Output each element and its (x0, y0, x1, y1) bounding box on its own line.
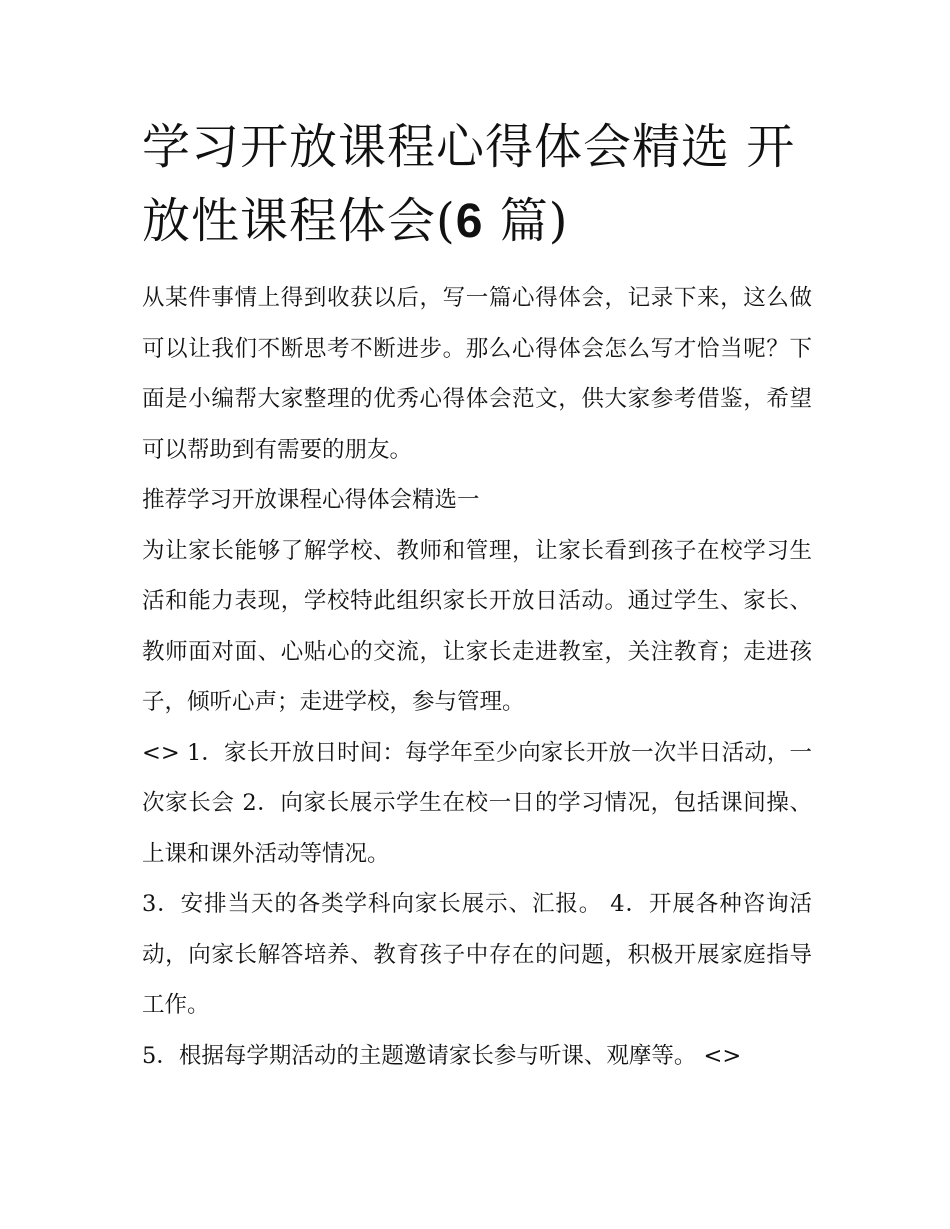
title-number: 6 (455, 195, 484, 248)
list-paragraph: 3．安排当天的各类学科向家长展示、汇报。 4．开展各种咨询活动，向家长解答培养、教育孩子中存在的问题，积极开展家庭指导工作。 (142, 891, 812, 1018)
document-title (142, 110, 812, 259)
title-text-part1: 学习开放课程心得体会精选 开放性课程体会( (142, 119, 796, 249)
list-paragraph: 5．根据每学期活动的主题邀请家长参与听课、观摩等。 <> (142, 1042, 742, 1069)
document-page (142, 110, 812, 1081)
intro-paragraph: 从某件事情上得到收获以后，写一篇心得体会，记录下来，这么做可以让我们不断思考不断进步。那么心得体会怎么写才恰当呢？下面是小编帮大家整理的优秀心得体会范文，供大家参考借鉴，希望可以帮助到有需要的朋友。 (142, 285, 812, 463)
section-heading: 推荐学习开放课程心得体会精选一 (142, 487, 480, 513)
title-text-part2: 篇) (483, 193, 569, 249)
list-paragraph: <> 1．家长开放日时间：每学年至少向家长开放一次半日活动，一次家长会 2．向家长展示学生在校一日的学习情况，包括课间操、上课和课外活动等情况。 (142, 739, 812, 867)
body-paragraph: 为让家长能够了解学校、教师和管理，让家长看到孩子在校学习生活和能力表现，学校特此组织家长开放日活动。通过学生、家长、教师面对面、心贴心的交流，让家长走进教室，关注教育；走进孩子，倾听心声；走进学校，参与管理。 (142, 537, 812, 715)
